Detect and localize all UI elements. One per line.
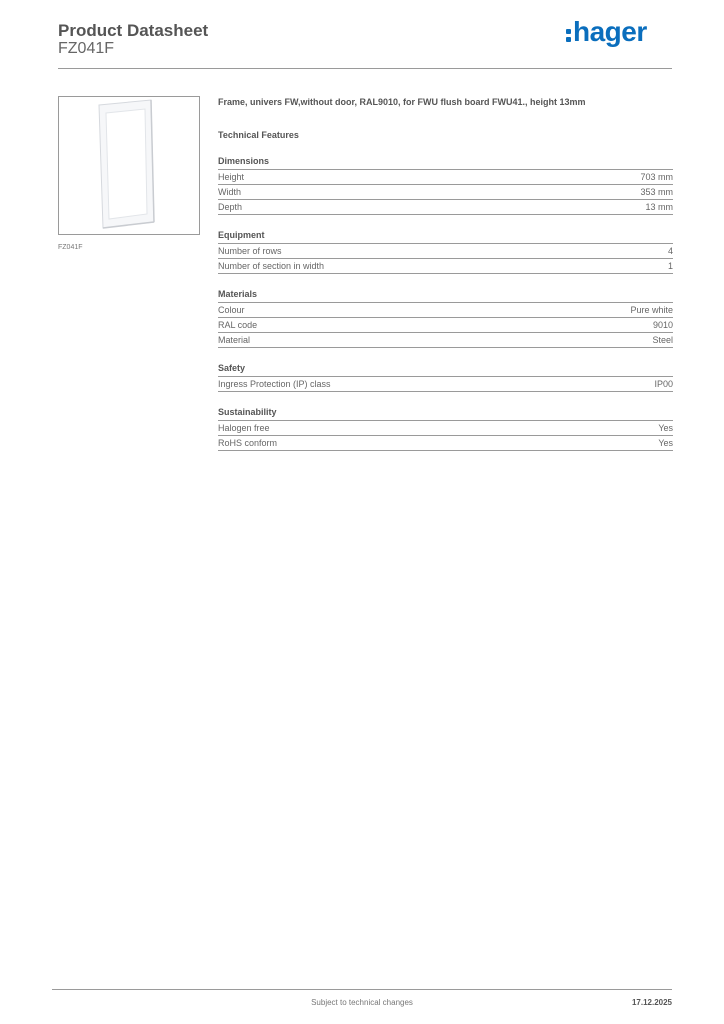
group-heading: Safety (218, 362, 673, 377)
spec-value: 703 mm (640, 172, 673, 182)
spec-label: Width (218, 187, 242, 197)
spec-row (218, 303, 673, 318)
spec-row (218, 185, 673, 200)
spec-value: 13 mm (645, 202, 673, 212)
spec-label: Height (218, 172, 245, 182)
page-title: Product Datasheet (58, 21, 209, 40)
hager-logo (566, 17, 647, 47)
spec-value: Pure white (630, 305, 673, 315)
spec-label: Colour (218, 305, 245, 315)
spec-value: Yes (658, 438, 673, 448)
spec-label: Ingress Protection (IP) class (218, 379, 331, 389)
logo-colon-icon (566, 17, 571, 45)
group-materials (218, 288, 673, 348)
footer-date: 17.12.2025 (631, 998, 672, 1007)
spec-row (218, 259, 673, 274)
technical-features-heading: Technical Features (218, 130, 299, 140)
group-heading: Equipment (218, 229, 673, 244)
footer-divider (52, 989, 672, 990)
footer-note: Subject to technical changes (311, 998, 413, 1007)
spec-row (218, 377, 673, 392)
spec-label: Material (218, 335, 251, 345)
group-safety (218, 362, 673, 392)
group-heading: Sustainability (218, 406, 673, 421)
spec-label: RAL code (218, 320, 258, 330)
spec-row (218, 436, 673, 451)
spec-value: Steel (652, 335, 673, 345)
group-sustainability (218, 406, 673, 451)
spec-row (218, 200, 673, 215)
logo-text: hager (573, 16, 647, 47)
spec-row (218, 421, 673, 436)
product-content (218, 96, 673, 451)
product-description: Frame, univers FW,without door, RAL9010, for FWU flush board FWU41., height 13mm (218, 97, 586, 107)
group-dimensions (218, 155, 673, 215)
product-code: FZ041F (58, 40, 115, 57)
header-divider (58, 68, 672, 69)
spec-value: 4 (667, 246, 673, 256)
spec-value: Yes (658, 423, 673, 433)
spec-value: 1 (667, 261, 673, 271)
group-heading: Materials (218, 288, 673, 303)
spec-label: Number of rows (218, 246, 282, 256)
frame-picture-icon (59, 97, 199, 234)
group-heading: Dimensions (218, 155, 673, 170)
spec-label: Number of section in width (218, 261, 325, 271)
product-image (58, 96, 200, 235)
spec-row (218, 170, 673, 185)
spec-label: Depth (218, 202, 243, 212)
spec-label: Halogen free (218, 423, 270, 433)
spec-label: RoHS conform (218, 438, 278, 448)
spec-value: 353 mm (640, 187, 673, 197)
group-equipment (218, 229, 673, 274)
spec-row (218, 318, 673, 333)
spec-row (218, 333, 673, 348)
spec-value: IP00 (654, 379, 673, 389)
spec-row (218, 244, 673, 259)
spec-value: 9010 (652, 320, 673, 330)
image-caption: FZ041F (58, 244, 83, 251)
